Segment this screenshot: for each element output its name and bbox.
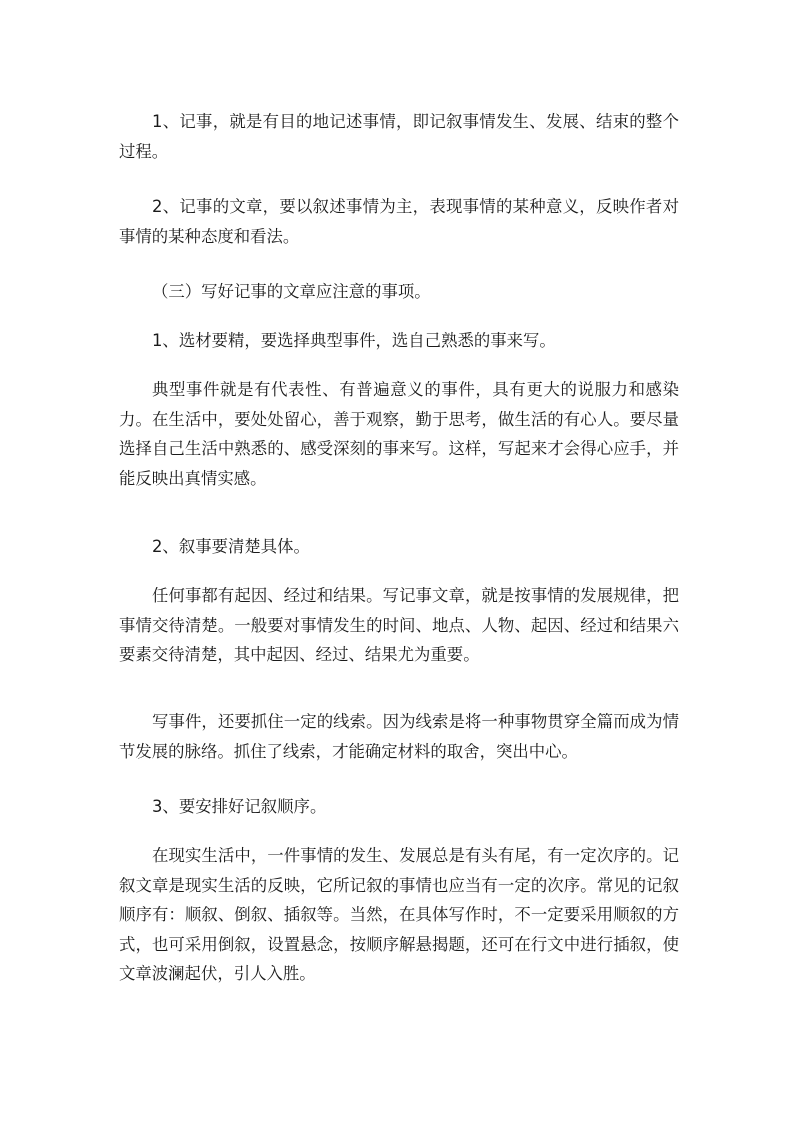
paragraph-article-purpose: 2、记事的文章，要以叙述事情为主，表现事情的某种意义，反映作者对事情的某种态度和看法。	[119, 197, 679, 246]
point-heading-material: 1、选材要精，要选择典型事件，选自己熟悉的事来写。	[152, 331, 556, 350]
section-heading-notes: （三）写好记事的文章应注意的事项。	[152, 282, 431, 301]
paragraph-typical-events: 典型事件就是有代表性、有普遍意义的事件，具有更大的说服力和感染力。在生活中，要处处留心，善于观察，勤于思考，做生活的有心人。要尽量选择自己生活中熟悉的、感受深刻的事来写。这样，写起来才会得心应手，并能反映出真情实感。	[119, 380, 679, 488]
paragraph-narrative-order: 在现实生活中，一件事情的发生、发展总是有头有尾，有一定次序的。记叙文章是现实生活的反映，它所记叙的事情也应当有一定的次序。常见的记叙顺序有：顺叙、倒叙、插叙等。当然，在具体写作时，不一定要采用顺叙的方式，也可采用倒叙，设置悬念，按顺序解悬揭题，还可在行文中进行插叙，使文章波澜起伏，引人入胜。	[119, 846, 679, 983]
point-heading-order: 3、要安排好记叙顺序。	[152, 797, 327, 816]
paragraph-six-elements: 任何事都有起因、经过和结果。写记事文章，就是按事情的发展规律，把事情交待清楚。一般要对事情发生的时间、地点、人物、起因、经过和结果六要素交待清楚，其中起因、经过、结果尤为重要。	[119, 586, 679, 664]
point-heading-clarity: 2、叙事要清楚具体。	[152, 537, 310, 556]
paragraph-clue: 写事件，还要抓住一定的线索。因为线索是将一种事物贯穿全篇而成为情节发展的脉络。抓住了线索，才能确定材料的取舍，突出中心。	[119, 712, 679, 761]
paragraph-definition: 1、记事，就是有目的地记述事情，即记叙事情发生、发展、结束的整个过程。	[119, 112, 679, 161]
